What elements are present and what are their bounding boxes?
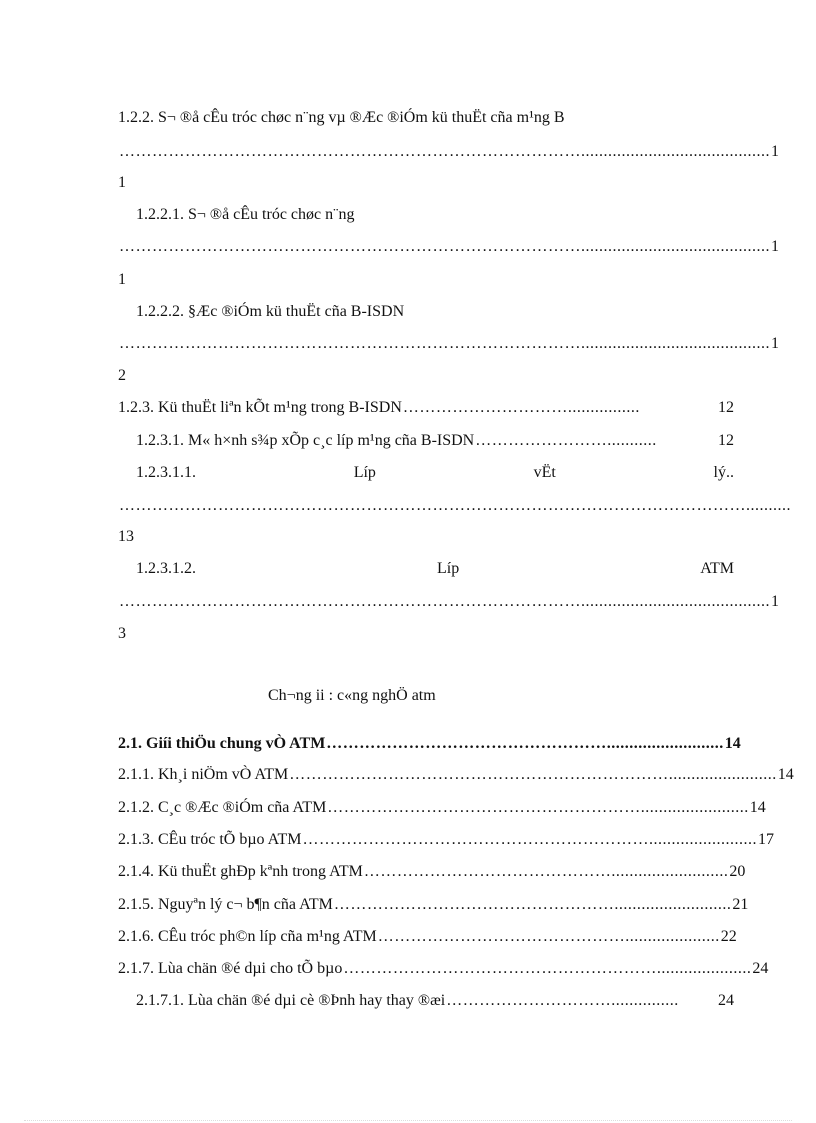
toc-page-number: 13 xyxy=(118,528,134,545)
toc-leader-row xyxy=(118,590,779,614)
toc-page-number: 3 xyxy=(118,625,126,642)
toc-page-number: 12 xyxy=(718,399,734,416)
toc-page-number: 20 xyxy=(729,863,746,880)
toc-entry-number: 1.2.3.1.2. xyxy=(136,560,196,577)
toc-page-wrap xyxy=(118,268,734,292)
toc-entry-1-2-3-1-1 xyxy=(136,461,734,485)
toc-leader-dots: ………………………………………………………………………….......................................... xyxy=(119,238,770,255)
toc-leader-dots: ………………………………………………………………………….......................................... xyxy=(119,335,770,352)
toc-page-wrap xyxy=(118,364,734,388)
toc-entry-1-2-2 xyxy=(118,106,734,130)
toc-leader-dots: ………………………………………………………………………….......................................... xyxy=(119,143,770,160)
toc-entry-title: 1.2.2.1. S¬ ®å cÊu tróc chøc n¨ng xyxy=(136,206,355,223)
toc-entry-2-1-7-1 xyxy=(136,989,734,1013)
toc-entry-2-1-7 xyxy=(118,957,769,981)
toc-page-number: 2 xyxy=(118,367,126,384)
toc-leader-dots: ………………………………………..................... xyxy=(377,928,720,945)
toc-entry-title: 2.1.1. Kh¸i niÖm vÒ ATM xyxy=(118,766,289,783)
toc-leader-dots: …………………………………………………..................... xyxy=(343,960,752,977)
toc-page-number: 17 xyxy=(757,831,774,848)
toc-page-number: 21 xyxy=(732,896,749,913)
toc-page-number: 14 xyxy=(749,799,766,816)
toc-entry-2-1-3 xyxy=(118,828,774,852)
toc-page-number: 24 xyxy=(718,992,734,1009)
toc-entry-1-2-3-1 xyxy=(136,429,734,453)
toc-entry-title: 2.1.7. Lùa chän ®é dµi cho tÕ bµo xyxy=(118,960,343,977)
page-bottom-divider xyxy=(24,1120,792,1121)
toc-page-number: 1 xyxy=(771,238,779,255)
toc-page-number: 14 xyxy=(777,766,794,783)
toc-page-number: 22 xyxy=(720,928,737,945)
toc-leader-row xyxy=(118,235,779,259)
toc-entry-title: 1.2.3. Kü thuËt liªn kÕt m¹ng trong B-ISDN xyxy=(118,399,402,416)
toc-page-wrap xyxy=(118,622,734,646)
toc-entry-title: 1.2.2. S¬ ®å cÊu tróc chøc n¨ng vµ ®Æc ®iÓm kü thuËt cña m¹ng B xyxy=(118,109,565,126)
toc-leader-dots: …………………………................ xyxy=(402,399,640,416)
toc-entry-title: 2.1.5. Nguyªn lý c¬ b¶n cña ATM xyxy=(118,896,333,913)
toc-entry-title: 2.1.2. C¸c ®Æc ®iÓm cña ATM xyxy=(118,799,327,816)
toc-page-number: 24 xyxy=(752,960,769,977)
toc-page-number: 1 xyxy=(118,174,126,191)
toc-entry-word: Líp xyxy=(437,560,460,577)
toc-entry-number: 1.2.3.1.1. xyxy=(136,464,196,481)
toc-leader-dots: ……………………………………….......................... xyxy=(363,863,729,880)
toc-leader-dots: …………………………………………………………………………………………………….......... xyxy=(119,497,791,514)
toc-leader-dots: …………………………………………………........................ xyxy=(327,799,749,816)
toc-entry-title: 2.1. Giíi thiÖu chung vÒ ATM xyxy=(118,735,326,752)
toc-leader-row xyxy=(118,140,779,164)
toc-page-number: 1 xyxy=(771,143,779,160)
toc-page-number: 1 xyxy=(118,271,126,288)
toc-entry-word: Líp xyxy=(353,464,376,481)
toc-page-number: 1 xyxy=(771,335,779,352)
toc-page-wrap xyxy=(118,171,734,195)
toc-entry-title: 1.2.3.1. M« h×nh s¾p xÕp c¸c líp m¹ng cña B-ISDN xyxy=(136,432,475,449)
toc-leader-dots: …………………………………………….......................... xyxy=(326,735,724,752)
toc-entry-2-1 xyxy=(118,732,741,756)
toc-page-wrap xyxy=(118,525,734,549)
toc-leader-dots: ……………………………………………………………........................ xyxy=(289,766,777,783)
toc-entry-title: 2.1.3. CÊu tróc tÕ bµo ATM xyxy=(118,831,302,848)
toc-page-number: 14 xyxy=(724,735,741,752)
toc-leader-dots: …………………………............... xyxy=(446,992,679,1009)
toc-leader-row xyxy=(118,332,779,356)
toc-entry-2-1-6 xyxy=(118,925,737,949)
toc-entry-title: 2.1.6. CÊu tróc ph©n líp cña m¹ng ATM xyxy=(118,928,377,945)
toc-leader-dots: …………………………………………….......................... xyxy=(333,896,732,913)
toc-entry-1-2-2-2 xyxy=(136,300,734,324)
toc-entry-word: vËt xyxy=(533,464,556,481)
toc-entry-1-2-2-1 xyxy=(136,203,734,227)
toc-entry-2-1-2 xyxy=(118,796,766,820)
toc-entry-title: 2.1.4. Kü thuËt ghÐp kªnh trong ATM xyxy=(118,863,363,880)
toc-leader-dots: ………………………………………………………………………….......................................... xyxy=(119,593,770,610)
toc-page-number: 12 xyxy=(718,432,734,449)
toc-entry-1-2-3-1-2 xyxy=(136,557,734,581)
toc-page-number: 1 xyxy=(771,593,779,610)
toc-entry-2-1-5 xyxy=(118,893,749,917)
toc-entry-title: 1.2.2.2. §Æc ®iÓm kü thuËt cña B-ISDN xyxy=(136,303,405,320)
toc-entry-1-2-3 xyxy=(118,396,734,420)
toc-entry-2-1-1 xyxy=(118,763,794,787)
toc-leader-dots: ……………………........... xyxy=(475,432,657,449)
toc-entry-2-1-4 xyxy=(118,860,746,884)
toc-leader-row xyxy=(118,494,791,518)
toc-leader-dots: ………………………………………………………........................ xyxy=(302,831,757,848)
toc-entry-title: 2.1.7.1. Lùa chän ®é dµi cè ®Þnh hay thay ®æi xyxy=(136,992,446,1009)
toc-entry-word: ATM xyxy=(700,560,734,577)
chapter-heading: Ch¬ng ii : c«ng nghÖ atm xyxy=(268,687,436,704)
toc-entry-word: lý.. xyxy=(713,464,734,481)
